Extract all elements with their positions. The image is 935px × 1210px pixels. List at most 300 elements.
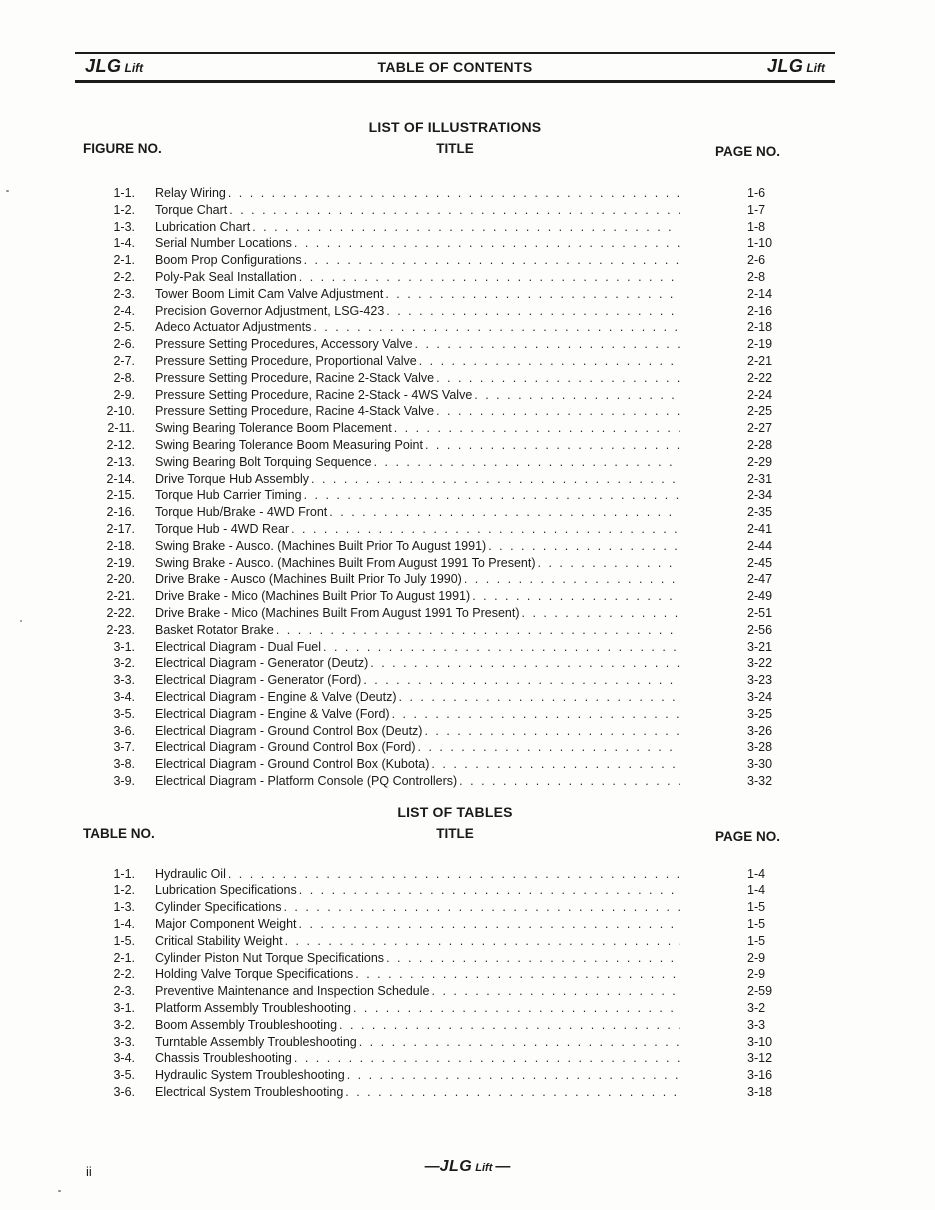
folio-number: ii (86, 1164, 92, 1179)
figure-number: 2-12. (106, 437, 135, 452)
figure-number: 2-17. (106, 521, 135, 536)
figure-title: Drive Torque Hub Assembly (155, 471, 310, 486)
figure-title-cell (155, 504, 680, 521)
figure-number: 2-9. (113, 387, 135, 402)
figure-title: Electrical Diagram - Ground Control Box (Ford) (155, 740, 416, 755)
toc-row (75, 185, 835, 202)
toc-row (75, 899, 835, 916)
page-number: 3-26 (747, 723, 773, 738)
footer-brand-main: JLG (439, 1158, 473, 1175)
dot-leader (386, 950, 680, 967)
column-header-title: TITLE (436, 141, 474, 156)
table-number: 2-3. (113, 984, 135, 999)
column-header-title: TITLE (436, 825, 474, 841)
figure-number: 2-5. (113, 320, 135, 335)
figure-title: Electrical Diagram - Engine & Valve (Deutz) (155, 689, 397, 704)
toc-row (75, 286, 835, 303)
figure-title-cell (155, 202, 680, 219)
page-number: 2-27 (747, 421, 773, 436)
footer-brand (425, 1158, 511, 1176)
page-number: 3-3 (747, 1017, 766, 1032)
dot-leader (431, 756, 680, 773)
toc-row (75, 723, 835, 740)
figure-title: Swing Bearing Tolerance Boom Measuring Point (155, 437, 423, 452)
table-number: 1-2. (113, 883, 135, 898)
dot-leader (294, 235, 680, 252)
dot-leader (228, 185, 680, 202)
toc-row (75, 219, 835, 236)
toc-row (75, 319, 835, 336)
figure-title: Electrical Diagram - Generator (Ford) (155, 673, 362, 688)
column-header-figure-no: FIGURE NO. (83, 141, 162, 156)
page-number: 3-12 (747, 1051, 773, 1066)
figure-number: 2-3. (113, 286, 135, 301)
table-title: Chassis Troubleshooting (155, 1051, 292, 1066)
scan-speck (6, 190, 9, 192)
toc-row (75, 235, 835, 252)
table-title-cell (155, 899, 680, 916)
figure-title-cell (155, 437, 680, 454)
page-number: 1-4 (747, 866, 766, 881)
figure-title-cell (155, 319, 680, 336)
figure-number: 2-11. (107, 421, 135, 436)
table-title-cell (155, 950, 680, 967)
toc-row (75, 605, 835, 622)
column-header-table-no: TABLE NO. (83, 825, 155, 841)
page-number: 2-16 (747, 303, 773, 318)
toc-row (75, 202, 835, 219)
toc-row (75, 1017, 835, 1034)
toc-row (75, 1034, 835, 1051)
figure-title-cell (155, 639, 680, 656)
page-number: 1-6 (747, 186, 766, 200)
dot-leader (299, 916, 680, 933)
page-number: 3-32 (747, 773, 773, 788)
dot-leader (329, 504, 680, 521)
brand-logo-left (85, 56, 143, 77)
page-number: 2-6 (747, 253, 766, 268)
dot-leader (538, 555, 680, 572)
page-number: 3-21 (747, 639, 773, 654)
table-title-cell (155, 1017, 680, 1034)
dot-leader (394, 420, 680, 437)
toc-row (75, 471, 835, 488)
table-number: 3-4. (113, 1051, 135, 1066)
dot-leader (374, 454, 680, 471)
tables-column-headers (75, 826, 835, 844)
figure-number: 2-20. (106, 572, 135, 587)
toc-row (75, 950, 835, 967)
page-number: 2-18 (747, 320, 773, 335)
dot-leader (299, 269, 680, 286)
toc-row (75, 1084, 835, 1101)
figure-number: 3-3. (113, 673, 135, 688)
figure-title: Tower Boom Limit Cam Valve Adjustment (155, 286, 384, 301)
figure-title: Torque Hub - 4WD Rear (155, 521, 290, 536)
figure-title-cell (155, 303, 680, 320)
figure-number: 2-6. (113, 337, 135, 352)
figure-number: 2-14. (106, 471, 135, 486)
figure-title: Lubrication Chart (155, 219, 251, 234)
dot-leader (436, 403, 680, 420)
figure-number: 1-3. (113, 219, 135, 234)
figure-title: Precision Governor Adjustment, LSG-423 (155, 303, 385, 318)
figure-title: Pressure Setting Procedure, Racine 2-Stack Valve (155, 370, 435, 385)
table-title: Cylinder Piston Nut Torque Specifications (155, 950, 385, 965)
figure-title: Basket Rotator Brake (155, 622, 274, 637)
figure-title-cell (155, 521, 680, 538)
figure-title-cell (155, 756, 680, 773)
page-number: 2-44 (747, 538, 773, 553)
table-number: 3-6. (113, 1085, 135, 1100)
toc-row (75, 773, 835, 790)
figure-title-cell (155, 723, 680, 740)
figure-title: Electrical Diagram - Ground Control Box (Deutz) (155, 723, 423, 738)
dot-leader (339, 1017, 680, 1034)
figure-title-cell (155, 555, 680, 572)
figure-number: 3-8. (113, 757, 135, 772)
figure-number: 2-23. (106, 622, 135, 637)
dot-leader (436, 370, 680, 387)
figure-title: Electrical Diagram - Generator (Deutz) (155, 656, 369, 671)
figure-number: 2-1. (113, 253, 135, 268)
toc-row (75, 437, 835, 454)
figure-title-cell (155, 471, 680, 488)
figure-title: Drive Brake - Ausco (Machines Built Prior To July 1990) (155, 572, 462, 587)
figure-title-cell (155, 706, 680, 723)
page-number: 3-2 (747, 1001, 766, 1016)
table-title-cell (155, 882, 680, 899)
figure-title: Pressure Setting Procedure, Racine 4-Stack Valve (155, 404, 435, 419)
toc-row (75, 555, 835, 572)
footer-dash-right: — (495, 1158, 511, 1175)
toc-row (75, 571, 835, 588)
page-number: 2-31 (747, 471, 773, 486)
table-title: Boom Assembly Troubleshooting (155, 1017, 338, 1032)
table-title-cell (155, 1067, 680, 1084)
table-number: 3-2. (113, 1017, 135, 1032)
figure-title: Swing Brake - Ausco. (Machines Built From August 1991 To Present) (155, 555, 536, 570)
toc-row (75, 933, 835, 950)
table-title: Electrical System Troubleshooting (155, 1085, 344, 1100)
page-number: 2-9 (747, 967, 766, 982)
figure-title-cell (155, 605, 680, 622)
page-number: 2-35 (747, 505, 773, 520)
page-number: 2-22 (747, 370, 773, 385)
brand-logo-right (767, 56, 825, 77)
figure-number: 2-19. (106, 555, 135, 570)
figure-title: Relay Wiring (155, 186, 226, 200)
figure-title: Swing Brake - Ausco. (Machines Built Prior To August 1991) (155, 538, 487, 553)
figure-number: 3-7. (113, 740, 135, 755)
page-number: 2-28 (747, 437, 773, 452)
figure-title-cell (155, 286, 680, 303)
toc-row (75, 521, 835, 538)
dot-leader (313, 319, 680, 336)
toc-row (75, 866, 835, 883)
page-number: 2-56 (747, 622, 773, 637)
figure-title: Pressure Setting Procedures, Accessory Valve (155, 337, 413, 352)
table-title: Hydraulic Oil (155, 866, 226, 881)
dot-leader (392, 706, 680, 723)
toc-row (75, 882, 835, 899)
figure-number: 2-21. (106, 589, 135, 604)
figure-title-cell (155, 773, 680, 790)
scan-speck (58, 1190, 61, 1192)
page-number: 2-29 (747, 454, 773, 469)
figure-number: 2-22. (106, 605, 135, 620)
toc-row (75, 672, 835, 689)
figure-number: 2-8. (113, 370, 135, 385)
dot-leader (386, 303, 680, 320)
toc-row (75, 622, 835, 639)
figure-number: 2-4. (113, 303, 135, 318)
table-title-cell (155, 866, 680, 883)
dot-leader (459, 773, 680, 790)
illustrations-column-headers (75, 141, 835, 159)
figure-title-cell (155, 336, 680, 353)
figure-title-cell (155, 454, 680, 471)
dot-leader (228, 866, 680, 883)
dot-leader (432, 983, 681, 1000)
figure-title-cell (155, 588, 680, 605)
dot-leader (424, 723, 680, 740)
toc-row (75, 303, 835, 320)
toc-row (75, 706, 835, 723)
figure-title-cell (155, 403, 680, 420)
brand-main: JLG (766, 56, 804, 76)
toc-row (75, 983, 835, 1000)
brand-sub: Lift (806, 61, 825, 75)
page-header (75, 52, 835, 83)
figure-number: 3-9. (113, 773, 135, 788)
figure-title-cell (155, 538, 680, 555)
figure-number: 2-2. (113, 269, 135, 284)
page-number: 2-51 (747, 605, 773, 620)
page-number: 2-24 (747, 387, 773, 402)
figure-title-cell (155, 739, 680, 756)
page-footer (0, 1158, 935, 1188)
table-title-cell (155, 916, 680, 933)
figure-title: Torque Hub Carrier Timing (155, 488, 302, 503)
figure-number: 1-2. (113, 202, 135, 217)
table-title-cell (155, 1000, 680, 1017)
page-number: 3-18 (747, 1085, 773, 1100)
page-number: 2-59 (747, 984, 773, 999)
figure-number: 3-6. (113, 723, 135, 738)
toc-row (75, 252, 835, 269)
dot-leader (418, 739, 681, 756)
toc-row (75, 387, 835, 404)
figure-title: Swing Bearing Tolerance Boom Placement (155, 421, 392, 436)
toc-row (75, 1050, 835, 1067)
table-title-cell (155, 1084, 680, 1101)
dot-leader (353, 1000, 680, 1017)
toc-row (75, 916, 835, 933)
page-number: 3-10 (747, 1034, 773, 1049)
table-number: 3-3. (113, 1034, 135, 1049)
toc-row (75, 370, 835, 387)
dot-leader (488, 538, 680, 555)
figure-title-cell (155, 252, 680, 269)
brand-main: JLG (85, 56, 122, 76)
brand-sub: Lift (124, 61, 144, 75)
table-title: Hydraulic System Troubleshooting (155, 1068, 345, 1083)
table-number: 3-5. (113, 1068, 135, 1083)
page-number: 1-10 (747, 236, 773, 251)
toc-row (75, 336, 835, 353)
tables-heading: LIST OF TABLES (397, 803, 513, 820)
dot-leader (385, 286, 680, 303)
page-number: 2-45 (747, 555, 773, 570)
dot-leader (304, 252, 680, 269)
page-number: 1-8 (747, 219, 766, 234)
toc-row (75, 403, 835, 420)
dot-leader (419, 353, 680, 370)
figure-title: Adeco Actuator Adjustments (155, 320, 312, 335)
figure-title: Drive Brake - Mico (Machines Built Prior To August 1991) (155, 589, 471, 604)
table-number: 1-4. (113, 917, 135, 932)
toc-row (75, 538, 835, 555)
figure-title: Pressure Setting Procedure, Racine 2-Stack - 4WS Valve (155, 387, 473, 402)
dot-leader (304, 487, 680, 504)
dot-leader (425, 437, 680, 454)
toc-row (75, 420, 835, 437)
figure-title: Torque Hub/Brake - 4WD Front (155, 505, 328, 520)
figure-title-cell (155, 387, 680, 404)
figure-title: Boom Prop Configurations (155, 253, 302, 268)
toc-row (75, 689, 835, 706)
figure-number: 1-4. (113, 236, 135, 251)
table-title: Turntable Assembly Troubleshooting (155, 1034, 357, 1049)
dot-leader (415, 336, 680, 353)
dot-leader (283, 899, 680, 916)
figure-number: 3-5. (113, 706, 135, 721)
toc-row (75, 353, 835, 370)
page-number: 1-5 (747, 933, 766, 948)
figure-title-cell (155, 672, 680, 689)
toc-row (75, 1067, 835, 1084)
table-title-cell (155, 933, 680, 950)
toc-row (75, 756, 835, 773)
table-title: Lubrication Specifications (155, 883, 297, 898)
page-number: 1-5 (747, 900, 766, 915)
table-number: 1-1. (113, 866, 135, 881)
dot-leader (399, 689, 680, 706)
dot-leader (522, 605, 681, 622)
page-number: 3-16 (747, 1068, 773, 1083)
dot-leader (472, 588, 680, 605)
figure-title-cell (155, 269, 680, 286)
dot-leader (464, 571, 680, 588)
table-title: Holding Valve Torque Specifications (155, 967, 354, 982)
figure-title-cell (155, 571, 680, 588)
dot-leader (285, 933, 680, 950)
table-title-cell (155, 983, 680, 1000)
column-header-page-no: PAGE NO. (715, 828, 781, 844)
table-title: Cylinder Specifications (155, 900, 282, 915)
page-number: 2-41 (747, 521, 773, 536)
page-number: 3-30 (747, 757, 773, 772)
figure-title: Torque Chart (155, 202, 228, 217)
dot-leader (323, 639, 680, 656)
dot-leader (359, 1034, 680, 1051)
figure-number: 2-10. (106, 404, 135, 419)
toc-row (75, 739, 835, 756)
table-title-cell (155, 966, 680, 983)
figure-title: Poly-Pak Seal Installation (155, 269, 297, 284)
page-number: 1-5 (747, 917, 766, 932)
toc-row (75, 588, 835, 605)
page-number: 2-21 (747, 353, 773, 368)
figure-number: 2-7. (113, 353, 135, 368)
figure-number: 3-2. (113, 656, 135, 671)
table-number: 1-5. (113, 933, 135, 948)
table-title-cell (155, 1034, 680, 1051)
figure-title: Drive Brake - Mico (Machines Built From August 1991 To Present) (155, 605, 520, 620)
toc-row (75, 269, 835, 286)
page-number: 2-9 (747, 950, 766, 965)
table-title: Platform Assembly Troubleshooting (155, 1001, 351, 1016)
dot-leader (294, 1050, 680, 1067)
page-number: 2-49 (747, 589, 773, 604)
figure-title-cell (155, 622, 680, 639)
page-number: 2-8 (747, 269, 766, 284)
figure-title: Electrical Diagram - Ground Control Box (Kubota) (155, 757, 430, 772)
page-number: 3-25 (747, 706, 773, 721)
page-number: 3-22 (747, 656, 773, 671)
figure-number: 2-18. (106, 538, 135, 553)
figure-number: 3-1. (113, 639, 135, 654)
scan-speck (20, 620, 22, 622)
table-number: 2-1. (113, 950, 135, 965)
page-number: 3-24 (747, 689, 773, 704)
table-title: Major Component Weight (155, 917, 297, 932)
dot-leader (291, 521, 680, 538)
dot-leader (474, 387, 680, 404)
dot-leader (276, 622, 680, 639)
figure-title-cell (155, 219, 680, 236)
figure-title: Electrical Diagram - Platform Console (PQ Controllers) (155, 773, 458, 788)
table-number: 3-1. (113, 1001, 135, 1016)
figure-title-cell (155, 370, 680, 387)
column-header-page-no: PAGE NO. (715, 144, 781, 159)
table-title-cell (155, 1050, 680, 1067)
dot-leader (347, 1067, 680, 1084)
figure-number: 2-16. (106, 505, 135, 520)
figure-title: Serial Number Locations (155, 236, 292, 251)
dot-leader (252, 219, 680, 236)
page-number: 2-14 (747, 286, 773, 301)
page-title: TABLE OF CONTENTS (377, 59, 533, 75)
page-number: 2-25 (747, 404, 773, 419)
figure-title-cell (155, 353, 680, 370)
dot-leader (299, 882, 680, 899)
table-number: 1-3. (113, 900, 135, 915)
figure-number: 2-15. (106, 488, 135, 503)
toc-row (75, 639, 835, 656)
toc-row (75, 655, 835, 672)
figure-title: Electrical Diagram - Dual Fuel (155, 639, 322, 654)
table-title: Preventive Maintenance and Inspection Schedule (155, 984, 430, 999)
page-number: 3-23 (747, 673, 773, 688)
figure-number: 1-1. (113, 186, 135, 200)
toc-row (75, 454, 835, 471)
table-number: 2-2. (113, 967, 135, 982)
figure-title-cell (155, 655, 680, 672)
page-number: 1-4 (747, 883, 766, 898)
figure-title: Pressure Setting Procedure, Proportional Valve (155, 353, 417, 368)
